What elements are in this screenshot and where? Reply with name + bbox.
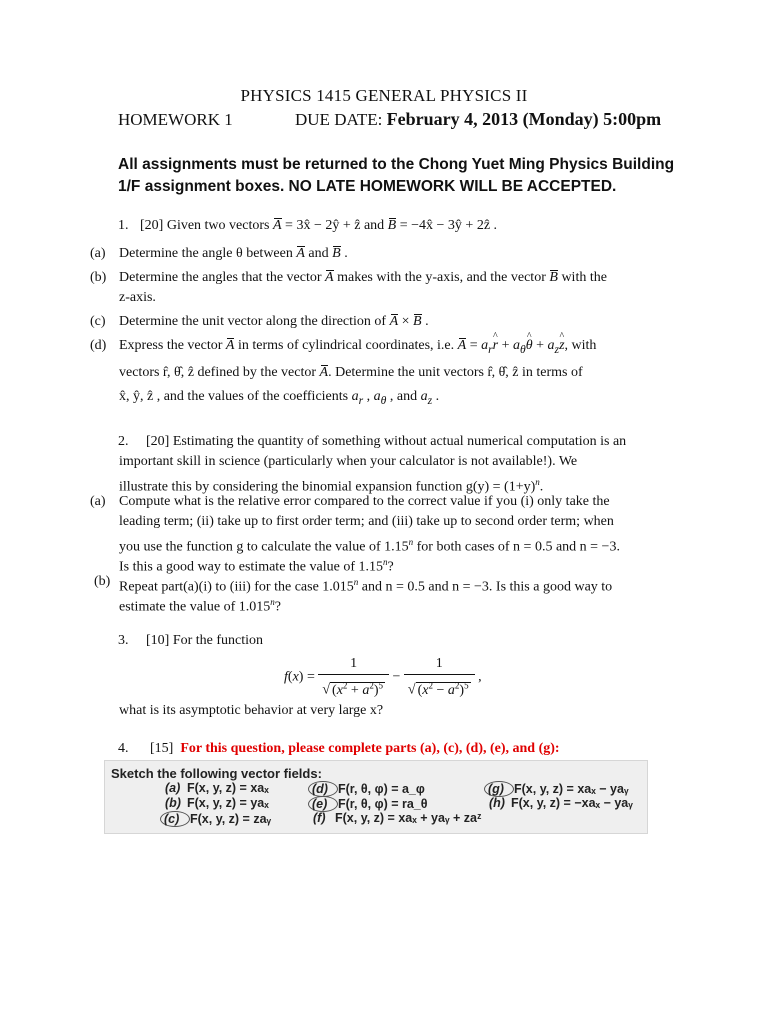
q2a-line4-b: ? [387, 559, 394, 575]
vector-b-symbol: B [332, 244, 341, 264]
q2a-line4-a: Is this a good way to estimate the value of 1.15 [119, 559, 383, 575]
due-date: February 4, 2013 (Monday) 5:00pm [386, 109, 662, 129]
q1b-part1: Determine the angles that the vector [119, 270, 322, 285]
field-item: (e) F(r, θ, φ) = ra_θ [313, 796, 428, 812]
q1d-label: (d) [90, 338, 107, 353]
q1-points: [20] [140, 218, 164, 233]
vector-a-symbol: A [390, 312, 399, 332]
q1b-part2: makes with the y-axis, and the vector [337, 270, 546, 285]
q4-instruction: For this question, please complete parts (a), (c), (d), (e), and (g): [180, 741, 560, 756]
q2-line2: important skill in science (particularly when your calculator is not available!). We [119, 454, 578, 469]
vector-fields-figure [104, 760, 648, 834]
field-item: (g) F(x, y, z) = xaₓ − yaᵧ [489, 781, 629, 797]
q2a-line4: Is this a good way to estimate the value of 1.15$^n$? [119, 557, 394, 575]
vector-b-symbol: B [388, 216, 397, 236]
q1-intro: Given two vectors [166, 218, 270, 233]
q1-and: and [363, 218, 385, 233]
q4-points: [15] [150, 741, 174, 756]
q2a-label: (a) [90, 494, 106, 509]
vector-b-expr: = −4x̂ − 3ŷ + 2ẑ . [399, 218, 498, 233]
q4-number: 4. [118, 741, 129, 756]
q3-intro: [10] For the function [146, 633, 264, 648]
q2-line3-text: illustrate this by considering the binomial expansion function g(y) = (1+y) [119, 479, 536, 495]
vector-a-symbol: A [325, 268, 334, 288]
q2-line1: [20] Estimating the quantity of something without actual numerical computation is an [146, 434, 627, 449]
q2b-line1-b: and n = 0.5 and n = −3. Is this a good way to [358, 579, 613, 595]
q2a-line1: Compute what is the relative error compared to the correct value if you (i) only take the [119, 494, 610, 509]
field-item: (a) F(x, y, z) = xaₓ [165, 781, 269, 795]
q2b-line2: estimate the value of 1.015$^n$? [119, 597, 281, 615]
q2a-line3: you use the function g to calculate the value of 1.15$^n$ for both cases of n = 0.5 and n = −3. [119, 537, 620, 555]
field-item: (f) F(x, y, z) = xaₓ + yaᵧ + zaᶻ [313, 811, 482, 825]
field-item: (b) F(x, y, z) = yaₓ [165, 796, 269, 810]
q1d-text-2 [119, 363, 583, 383]
field-item: (d) F(r, θ, φ) = a_φ [313, 781, 425, 797]
q1-intro-line [140, 216, 497, 236]
q1d-part6: x̂, ŷ, ẑ , and the values of the coefficients [119, 389, 349, 404]
q2-line3: illustrate this by considering the binomial expansion function $g(y) = (1+y)^n$. [119, 477, 544, 495]
q2a-line2: leading term; (ii) take up to first order term; and (iii) take up to second order term; when [119, 514, 614, 529]
q1b-part3: with the [561, 270, 607, 285]
q1c-label: (c) [90, 314, 106, 329]
field-item: (h) F(x, y, z) = −xaₓ − yaᵧ [489, 796, 633, 810]
q1d-part4: vectors r̂, θ̂, ẑ defined by the vector [119, 365, 317, 380]
q3-number: 3. [118, 633, 129, 648]
q1d-part5: . Determine the unit vectors r̂, θ̂, ẑ in terms of [328, 365, 583, 380]
q1a-label: (a) [90, 246, 106, 261]
q2a-line3-b: for both cases of n = 0.5 and n = −3. [413, 539, 620, 555]
q3-formula: f(x) = $\frac{1}{√ (x^2 + a^2)^5}$ − $\frac{1}{√ (x^2 - a^2)^5}$ , [284, 654, 482, 701]
vector-a-expr: = 3x̂ − 2ŷ + ẑ [285, 218, 361, 233]
vector-a-symbol: A [320, 363, 329, 383]
q1d-text [119, 336, 596, 360]
q3-question: what is its asymptotic behavior at very large x? [119, 703, 384, 718]
q1a-body: Determine the angle θ between [119, 246, 293, 261]
vector-a-symbol: A [273, 216, 282, 236]
q2a-line3-a: you use the function g to calculate the value of 1.15 [119, 539, 409, 555]
q2-number: 2. [118, 434, 129, 449]
submission-notice: All assignments must be returned to the Chong Yuet Ming Physics Building 1/F assignment boxes. NO LATE HOMEWORK WILL BE ACCEPTED. [118, 156, 675, 195]
due-label: DUE DATE: [295, 110, 383, 129]
q1d-part1: Express the vector [119, 338, 223, 353]
vector-a-symbol: A [226, 336, 235, 356]
q2b-line1-a: Repeat part(a)(i) to (iii) for the case 1.015 [119, 579, 354, 595]
cylindrical-expansion: $A = a_r\^{}$ $r + a_\theta\^{}$ $\theta + a_z\^{}$ z [458, 338, 565, 353]
q1c-body: Determine the unit vector along the direction of [119, 314, 387, 329]
q1d-part3: , with [564, 338, 597, 353]
homework-line [118, 109, 661, 130]
q1d-part7: and [396, 389, 418, 404]
q1b-label: (b) [90, 270, 107, 285]
vector-b-symbol: B [413, 312, 422, 332]
q1-number: 1. [118, 218, 129, 233]
q1b-text-cont: z-axis. [119, 290, 156, 305]
formula-fraction-1: $\frac{1}{√ (x^2 + a^2)^5}$ [318, 654, 389, 701]
q1d-text-3: x̂, ŷ, ẑ , and the values of the coefficients $a_r$ , $a_\theta$ , and $a_z$ . [119, 389, 440, 407]
q1a-text: Determine the angle θ between A and B . [119, 244, 348, 264]
q1c-text: Determine the unit vector along the direction of A × B . [119, 312, 429, 332]
fields-heading: Sketch the following vector fields: [111, 766, 322, 781]
course-title: PHYSICS 1415 GENERAL PHYSICS II [240, 86, 528, 105]
formula-fraction-2: $\frac{1}{√ (x^2 - a^2)^5}$ [404, 654, 475, 701]
homework-label: HOMEWORK 1 [118, 110, 233, 129]
q2b-line2-b: ? [274, 599, 281, 615]
q2b-line1: Repeat part(a)(i) to (iii) for the case 1.015$^n$ and n = 0.5 and n = −3. Is this a good way to [119, 577, 613, 595]
vector-a-symbol: A [296, 244, 305, 264]
field-item: (c) F(x, y, z) = zaᵧ [165, 811, 271, 827]
q2b-label: (b) [94, 574, 111, 589]
q1b-text [119, 268, 607, 288]
q2b-line2-a: estimate the value of 1.015 [119, 599, 271, 615]
vector-b-symbol: B [549, 268, 558, 288]
q1d-part2: in terms of cylindrical coordinates, i.e. [237, 338, 455, 353]
q4-line [150, 739, 560, 759]
